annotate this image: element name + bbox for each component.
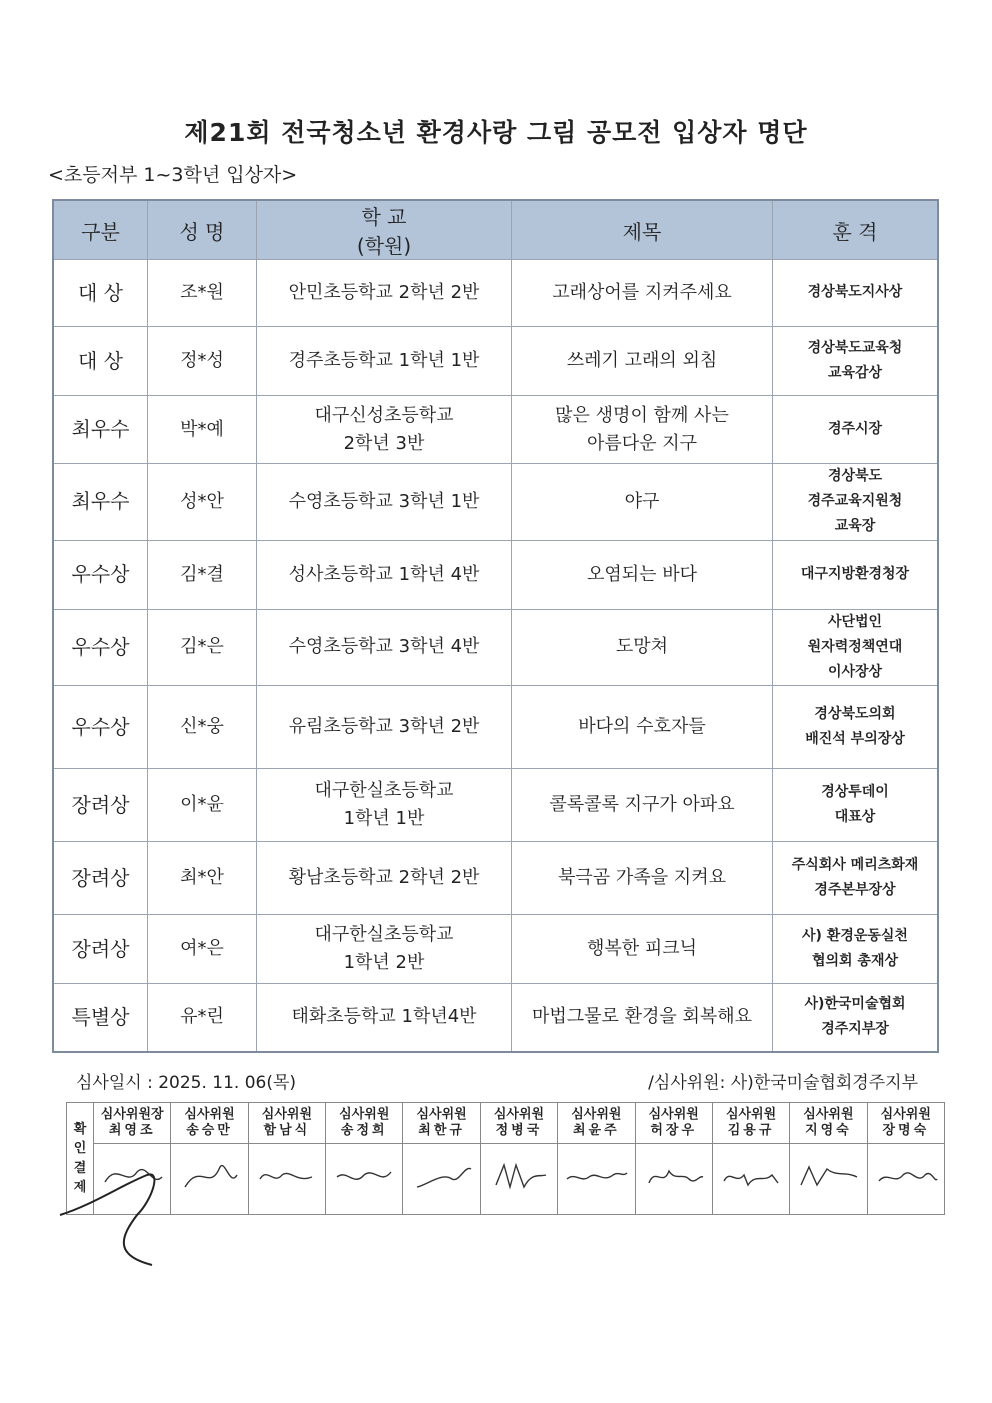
- judge-name: 김용규: [727, 1123, 775, 1138]
- honor-cell: 대구지방환경청장: [773, 540, 939, 609]
- judge-signature-cell: [248, 1144, 325, 1215]
- judge-signature-cell: [635, 1144, 712, 1215]
- prize-cell: 장려상: [53, 915, 148, 984]
- judge-header-row: [67, 1103, 945, 1144]
- judge-name: 허장우: [650, 1123, 698, 1138]
- handwritten-signature: [252, 1157, 322, 1197]
- judge-header-cell: [480, 1103, 557, 1144]
- judge-name: 송승만: [186, 1123, 233, 1138]
- prize-cell: 최우수: [53, 396, 148, 464]
- table-row: [53, 769, 938, 842]
- school-cell: 태화초등학교 1학년4반: [257, 984, 512, 1052]
- work-title-cell: 오염되는 바다: [512, 540, 773, 609]
- school-cell: 수영초등학교 3학년 1반: [257, 464, 512, 541]
- judge-role: 심사위원: [725, 1106, 777, 1122]
- school-cell: 대구신성초등학교 2학년 3반: [257, 396, 512, 464]
- judge-header-cell: [171, 1103, 248, 1144]
- work-title-cell: 고래상어를 지켜주세요: [512, 260, 773, 327]
- approval-signature-table: [66, 1102, 945, 1215]
- winner-name-cell: 신*웅: [148, 686, 257, 769]
- prize-cell: 최우수: [53, 464, 148, 541]
- judge-header-cell: [558, 1103, 635, 1144]
- handwritten-signature: [175, 1157, 245, 1197]
- handwritten-signature: [329, 1157, 399, 1197]
- table-row: [53, 984, 938, 1052]
- work-title-cell: 북극곰 가족을 지켜요: [512, 842, 773, 915]
- school-cell: 유림초등학교 3학년 2반: [257, 686, 512, 769]
- judge-header-cell: [403, 1103, 480, 1144]
- judge-role: 심사위원: [648, 1106, 699, 1122]
- school-cell: 대구한실초등학교 1학년 1반: [257, 769, 512, 842]
- judge-header-cell: [635, 1103, 712, 1144]
- header-name: 성 명: [148, 200, 257, 260]
- winner-name-cell: 박*예: [148, 396, 257, 464]
- table-row: [53, 540, 938, 609]
- winner-name-cell: 최*안: [148, 842, 257, 915]
- header-school: 학 교 (학원): [257, 200, 512, 260]
- judge-name: 송정희: [340, 1123, 388, 1138]
- handwritten-signature: [484, 1157, 554, 1197]
- table-row: [53, 327, 938, 396]
- confirm-label: 확 인 결 제: [67, 1103, 94, 1215]
- judge-role: 심사위원장: [100, 1106, 164, 1122]
- header-category: 구분: [53, 200, 148, 260]
- judge-role: 심사위원: [184, 1106, 235, 1122]
- judge-role: 심사위원: [571, 1106, 622, 1122]
- table-header-row: [53, 200, 938, 260]
- header-honor: 훈 격: [773, 200, 939, 260]
- work-title-cell: 쓰레기 고래의 외침: [512, 327, 773, 396]
- honor-cell: 경상북도교육청 교육감상: [773, 327, 939, 396]
- judge-signature-cell: [326, 1144, 403, 1215]
- winner-name-cell: 김*결: [148, 540, 257, 609]
- judge-name: 정병국: [495, 1123, 543, 1138]
- judge-role: 심사위원: [880, 1106, 931, 1122]
- handwritten-signature: [871, 1157, 941, 1197]
- section-subtitle: <초등저부 1~3학년 입상자>: [48, 164, 298, 186]
- handwritten-signature: [407, 1157, 477, 1197]
- handwritten-signature: [793, 1157, 863, 1197]
- prize-cell: 특별상: [53, 984, 148, 1052]
- prize-cell: 우수상: [53, 609, 148, 686]
- prize-cell: 대 상: [53, 260, 148, 327]
- work-title-cell: 콜록콜록 지구가 아파요: [512, 769, 773, 842]
- school-cell: 황남초등학교 2학년 2반: [257, 842, 512, 915]
- judge-signature-cell: [171, 1144, 248, 1215]
- winner-name-cell: 정*성: [148, 327, 257, 396]
- honor-cell: 경상투데이 대표상: [773, 769, 939, 842]
- judge-signature-cell: [480, 1144, 557, 1215]
- table-row: [53, 915, 938, 984]
- handwritten-signature: [716, 1157, 786, 1197]
- judge-signature-cell: [867, 1144, 944, 1215]
- work-title-cell: 야구: [512, 464, 773, 541]
- header-title: 제목: [512, 200, 773, 260]
- review-date: 심사일시 : 2025. 11. 06(목): [76, 1073, 297, 1093]
- judge-name: 지영숙: [805, 1123, 852, 1138]
- table-row: [53, 396, 938, 464]
- honor-cell: 사단법인 원자력정책연대 이사장상: [773, 609, 939, 686]
- winner-name-cell: 여*은: [148, 915, 257, 984]
- prize-cell: 우수상: [53, 686, 148, 769]
- judge-signature-cell: [94, 1144, 171, 1215]
- judge-role: 심사위원: [493, 1106, 545, 1122]
- work-title-cell: 마법그물로 환경을 회복해요: [512, 984, 773, 1052]
- school-cell: 안민초등학교 2학년 2반: [257, 260, 512, 327]
- prize-cell: 장려상: [53, 842, 148, 915]
- work-title-cell: 도망쳐: [512, 609, 773, 686]
- prize-cell: 장려상: [53, 769, 148, 842]
- judge-role: 심사위원: [416, 1106, 467, 1122]
- table-row: [53, 842, 938, 915]
- document-title: 제21회 전국청소년 환경사랑 그림 공모전 입상자 명단: [184, 118, 808, 147]
- school-cell: 대구한실초등학교 1학년 2반: [257, 915, 512, 984]
- judge-signature-cell: [712, 1144, 789, 1215]
- judge-header-cell: [248, 1103, 325, 1144]
- handwritten-signature: [97, 1157, 167, 1197]
- handwritten-signature: [639, 1157, 709, 1197]
- winner-name-cell: 성*안: [148, 464, 257, 541]
- signature-row: [67, 1144, 945, 1215]
- work-title-cell: 바다의 수호자들: [512, 686, 773, 769]
- judge-signature-cell: [558, 1144, 635, 1215]
- judge-signature-cell: [403, 1144, 480, 1215]
- winner-name-cell: 조*원: [148, 260, 257, 327]
- judge-header-cell: [712, 1103, 789, 1144]
- honor-cell: 경상북도의회 배진석 부의장상: [773, 686, 939, 769]
- handwritten-signature: [561, 1157, 631, 1197]
- table-row: [53, 686, 938, 769]
- judge-name: 최한규: [418, 1123, 465, 1138]
- judge-header-cell: [326, 1103, 403, 1144]
- judge-name: 최영조: [108, 1123, 156, 1138]
- work-title-cell: 많은 생명이 함께 사는 아름다운 지구: [512, 396, 773, 464]
- school-cell: 경주초등학교 1학년 1반: [257, 327, 512, 396]
- judge-header-cell: [94, 1103, 171, 1144]
- work-title-cell: 행복한 피크닉: [512, 915, 773, 984]
- judge-role: 심사위원: [803, 1106, 854, 1122]
- winners-table: [52, 199, 939, 1053]
- table-row: [53, 464, 938, 541]
- table-row: [53, 260, 938, 327]
- honor-cell: 경상북도 경주교육지원청 교육장: [773, 464, 939, 541]
- honor-cell: 경상북도지사상: [773, 260, 939, 327]
- review-committee: /심사위원: 사)한국미술협회경주지부: [648, 1073, 918, 1093]
- winner-name-cell: 이*윤: [148, 769, 257, 842]
- honor-cell: 주식회사 메리츠화재 경주본부장상: [773, 842, 939, 915]
- prize-cell: 대 상: [53, 327, 148, 396]
- prize-cell: 우수상: [53, 540, 148, 609]
- judge-name: 장명숙: [882, 1123, 930, 1138]
- table-row: [53, 609, 938, 686]
- winner-name-cell: 유*린: [148, 984, 257, 1052]
- judge-name: 최윤주: [572, 1123, 620, 1138]
- judge-header-cell: [790, 1103, 867, 1144]
- winner-name-cell: 김*은: [148, 609, 257, 686]
- judge-role: 심사위원: [339, 1106, 390, 1122]
- school-cell: 성사초등학교 1학년 4반: [257, 540, 512, 609]
- judge-name: 함남식: [263, 1123, 311, 1138]
- honor-cell: 사)한국미술협회 경주지부장: [773, 984, 939, 1052]
- judge-signature-cell: [790, 1144, 867, 1215]
- honor-cell: 경주시장: [773, 396, 939, 464]
- school-cell: 수영초등학교 3학년 4반: [257, 609, 512, 686]
- honor-cell: 사) 환경운동실천 협의회 총재상: [773, 915, 939, 984]
- judge-role: 심사위원: [261, 1106, 313, 1122]
- judge-header-cell: [867, 1103, 944, 1144]
